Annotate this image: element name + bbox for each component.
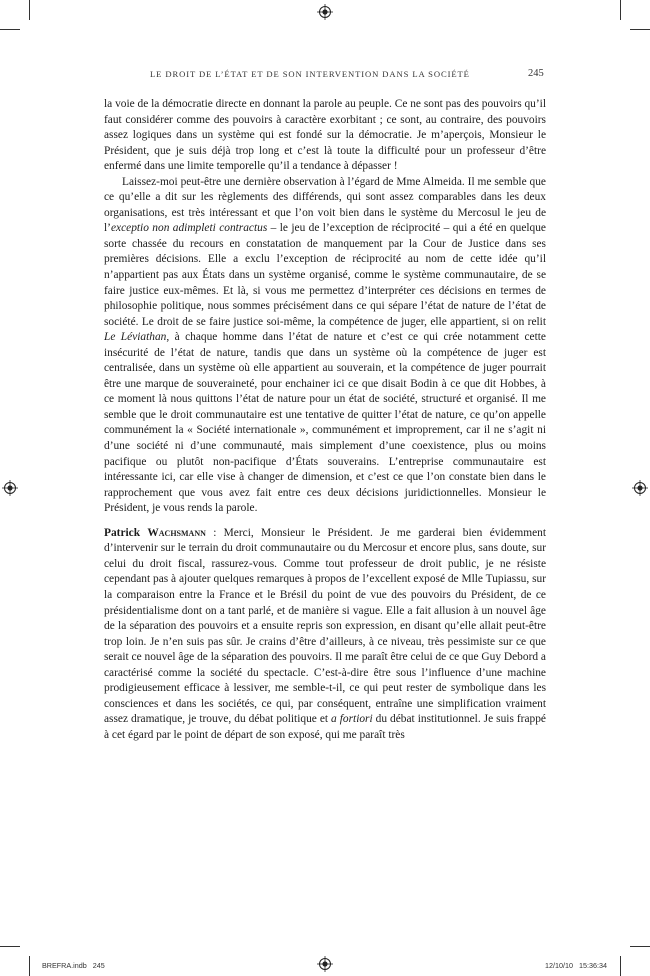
paragraph-text: la voie de la démocratie directe en donnant la parole au peuple. Ce ne sont pas des pouvoirs qu’il faut considérer comme des pouvoirs à caractère exorbitant ; ce sont, au contraire, des pouvoirs assez logiques dans un système qui est fondé sur la démocratie. Je m’aperçois, Monsieur le Président, que je suis déjà trop long et c’est là toute la difficulté pour un professeur d’être enfermé dans une limite temporelle qu’il a tendance à dépasser ! xyxy=(104,98,546,173)
page-number: 245 xyxy=(528,68,544,79)
running-head: LE DROIT DE L’ÉTAT ET DE SON INTERVENTION DANS LA SOCIÉTÉ xyxy=(150,69,470,79)
crop-mark xyxy=(0,946,20,947)
crop-mark xyxy=(630,946,650,947)
crop-mark xyxy=(0,29,20,30)
crop-mark xyxy=(630,29,650,30)
paragraph-text: – le jeu de l’exception de réciprocité – qui a été en quelque sorte chassée du recours en constatation de manquement par la Cour de Justice dans ses premières décisions. Elle a exclu l’exception de réciprocité au nom de cette idée qu’il n’appartient pas aux États dans un système organisé, comme le système communautaire, de se faire justice eux-mêmes. Et là, si vous me permettez d’interpréter ces décisions en termes de philosophie politique, nous sommes précisément dans ce qui sépare l’état de nature de l’état de société. Le droit de se faire justice soi-même, la compétence de juger, elle appartient, si on relit xyxy=(104,222,546,328)
paragraph-text: , à chaque homme dans l’état de nature et c’est ce qui crée notamment cette insécurité de l’état de nature, tandis que dans un système où la compétence de juger est centralisée, dans un système où elle appartient au souverain, et la compétence de juger pourrait être une marque de souveraineté, pour enchainer ici ce que disait Bodin à ce que dit Hobbes, à ce moment là nous quittons l’état de nature pour un état de société, structuré et organisé. Il me semble que le droit communautaire est une tentative de quitter l’état de nature, ce qu’on appelle communément la « Société internationale », communément et improprement, car il ne s’agit ni d’une société ni d’une communauté, mais simplement d’une coexistence, plus ou moins pacifique ou plutôt non-pacifique d’États souverains. L’entreprise communautaire est intéressante ici, car elle vise à changer de dimension, et c’est ce que l’on constate bien dans le rapprochement que vous avez fait entre ces deux décisions juridictionnelles. Monsieur le Président, je vous rends la parole. xyxy=(104,331,546,515)
paragraph xyxy=(104,97,546,175)
registration-mark-icon xyxy=(317,956,333,972)
book-title: Le Léviathan xyxy=(104,331,167,344)
registration-mark-icon xyxy=(317,4,333,20)
speaker-first-name: Patrick xyxy=(104,526,148,539)
paragraph xyxy=(104,175,546,517)
paragraph-text: : Merci, Monsieur le Président. Je me garderai bien évidemment d’intervenir sur le terrain du droit communautaire ou du Mercosur et encore plus, sans doute, sur celui du droit fiscal, rassurez-vous. Comme tout professeur de droit public, je ne résiste cependant pas à ajouter quelques remarques à propos de l’excellent exposé de Mlle Tupiassu, sur la comparaison entre la France et le Brésil du point de vue des pouvoirs du Président, de ce présidentialisme dont on a tant parlé, et de manière si vague. Elle a fait allusion à un nouvel âge de la séparation des pouvoirs et a ensuite repris son expression, en disant qu’elle allait peut-être trop loin. Je n’en suis pas sûr. Je crains d’être d’ailleurs, à ce niveau, très pessimiste sur ce que serait ce nouvel âge de la séparation des pouvoirs. Il me paraît être celui de ce que Guy Debord a caractérisé comme la société du spectacle. C’est-à-dire être sous l’influence d’une machine prodigieusement efficace à lessiver, me semble-t-il, ce qui peut rester de symbolique dans les consciences et dans les sociétés, ce qui, par conséquent, entraîne une simplification vraiment assez dramatique, je trouve, du débat politique et xyxy=(104,526,546,726)
registration-mark-icon xyxy=(2,480,18,496)
speaker-last-name: Wachsmann xyxy=(147,526,206,539)
text-block xyxy=(104,97,546,743)
crop-mark xyxy=(620,956,621,976)
registration-mark-icon xyxy=(632,480,648,496)
crop-mark xyxy=(29,956,30,976)
speaker-name xyxy=(104,527,206,539)
italic-term: exceptio non adimpleti contractus xyxy=(110,222,268,235)
footer-file-slug: BREFRA.indb 245 xyxy=(42,961,105,970)
crop-mark xyxy=(29,0,30,20)
footer-date-slug: 12/10/10 15:36:34 xyxy=(545,961,607,970)
italic-term: a fortiori xyxy=(331,713,373,726)
paragraph xyxy=(104,526,546,744)
crop-mark xyxy=(620,0,621,20)
paragraph-text: Laissez-moi peut-être une dernière observation à l’égard de Mme Almeida. Il me semble que ce qu’elle a dit sur les règlements des différends, qui sont assez comparables dans les deux organisations, est très intéressant et que l’on voit bien dans le système du Mercosul le jeu de l’ xyxy=(104,175,546,235)
paragraph-text: du débat institutionnel. Je suis frappé à cet égard par le point de départ de son exposé, qui me paraît très xyxy=(104,713,546,741)
